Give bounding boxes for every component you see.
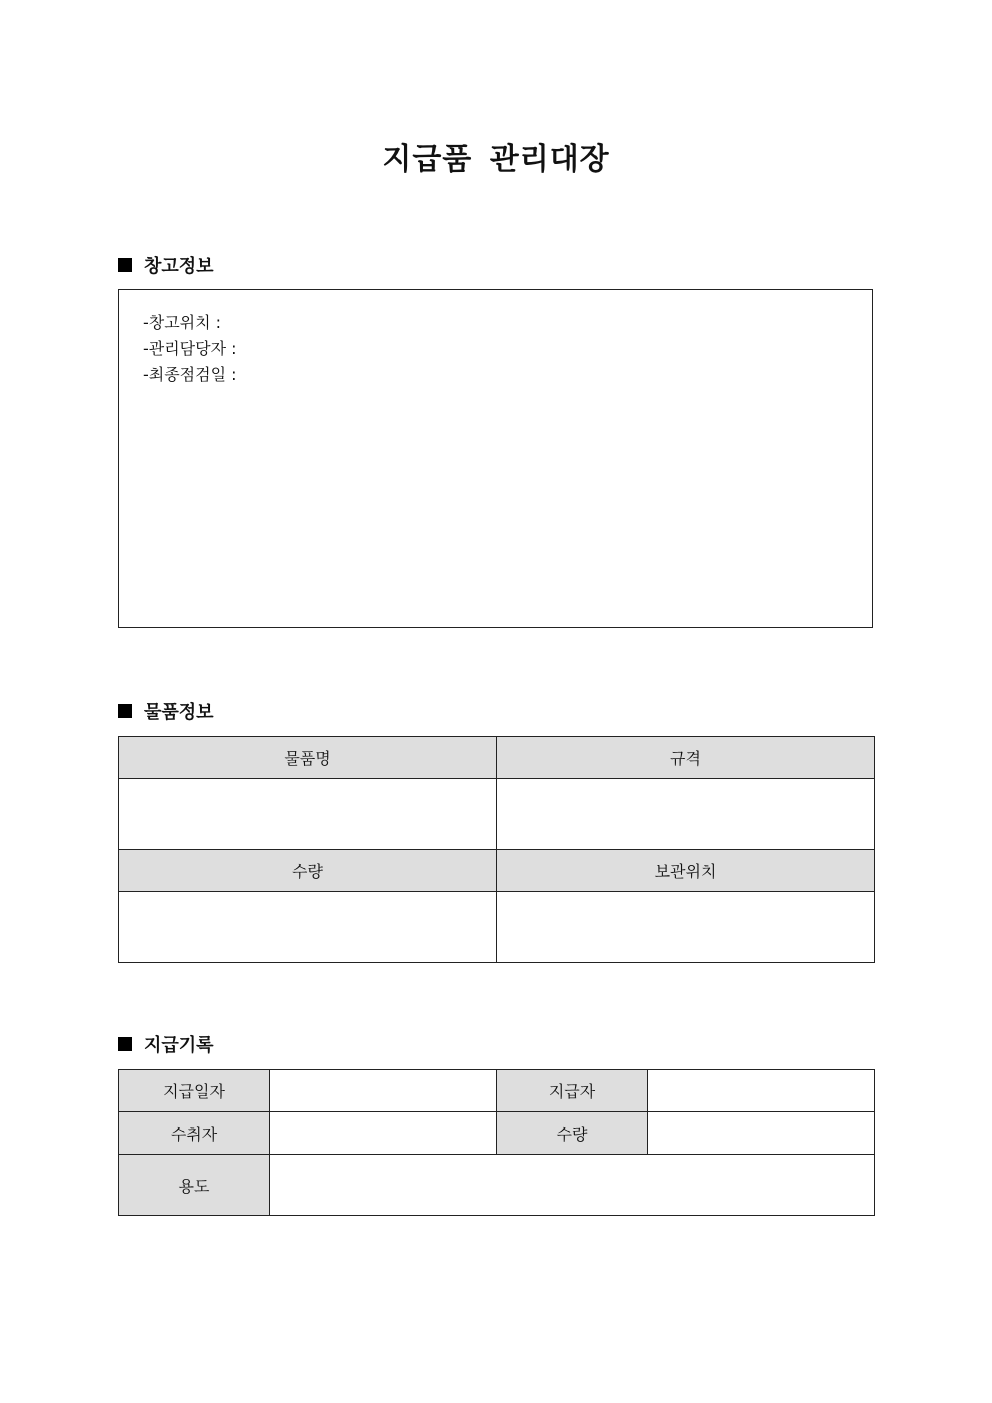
issue-record-table (118, 1069, 875, 1216)
item-name-cell[interactable] (119, 779, 497, 850)
storage-location-cell[interactable] (497, 892, 875, 963)
issuer-cell[interactable] (648, 1070, 875, 1112)
manager-line: -관리담당자 : (143, 339, 237, 358)
issue-date-label: 지급일자 (119, 1070, 270, 1112)
issue-section-title: 지급기록 (144, 1035, 214, 1056)
item-section-title: 물품정보 (144, 702, 214, 723)
black-square-icon (118, 704, 132, 718)
page-title: 지급품 관리대장 (382, 142, 610, 177)
recipient-cell[interactable] (270, 1112, 497, 1155)
black-square-icon (118, 1037, 132, 1051)
quantity-cell[interactable] (119, 892, 497, 963)
issue-quantity-label: 수량 (497, 1112, 648, 1155)
purpose-cell[interactable] (270, 1155, 875, 1216)
spec-cell[interactable] (497, 779, 875, 850)
issue-section-heading (118, 1032, 214, 1056)
warehouse-section-title: 창고정보 (144, 256, 214, 277)
last-inspection-line: -최종점검일 : (143, 365, 237, 384)
warehouse-location-line: -창고위치 : (143, 313, 222, 332)
black-square-icon (118, 258, 132, 272)
item-section-heading (118, 699, 214, 723)
item-info-table (118, 736, 875, 963)
storage-location-header: 보관위치 (497, 850, 875, 892)
purpose-label: 용도 (119, 1155, 270, 1216)
warehouse-info-box (118, 289, 873, 628)
issue-date-cell[interactable] (270, 1070, 497, 1112)
spec-header: 규격 (497, 737, 875, 779)
quantity-header: 수량 (119, 850, 497, 892)
issue-quantity-cell[interactable] (648, 1112, 875, 1155)
recipient-label: 수취자 (119, 1112, 270, 1155)
issuer-label: 지급자 (497, 1070, 648, 1112)
item-name-header: 물품명 (119, 737, 497, 779)
warehouse-section-heading (118, 253, 214, 277)
